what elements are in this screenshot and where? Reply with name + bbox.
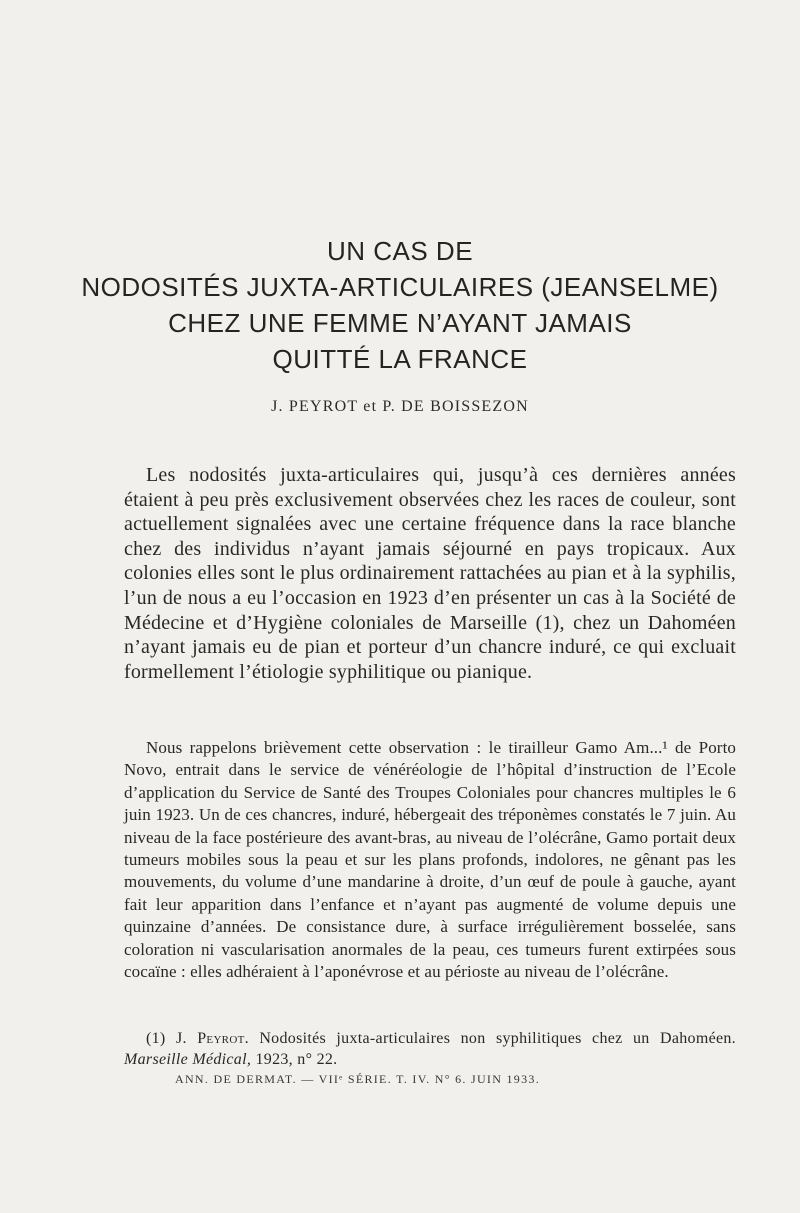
authors: J. PEYROT et P. DE BOISSEZON — [271, 398, 529, 415]
footnote-ref: 1923, n° 22. — [255, 1051, 338, 1068]
footnote-text: Nodosités juxta-articulaires non syphilitiques chez un Dahoméen. — [259, 1030, 736, 1047]
paragraph-observation: Nous rappelons brièvement cette observation : le tirailleur Gamo Am...¹ de Porto Novo, entrait dans le service de vénéréologie de l’hôpital d’instruction de l’Ecole d’application du Service de Santé des Troupes Coloniales pour chancres multiples le 6 juin 1923. Un de ces chancres, induré, hébergeait des tréponèmes constatés le 7 juin. Au niveau de la face postérieure des avant-bras, au niveau de l’olécrâne, Gamo portait deux tumeurs mobiles sous la peau et sur les plans profonds, indolores, ne gênant pas les mouvements, du volume d’une mandarine à droite, d’un œuf de poule à gauche, ayant fait leur apparition dans l’enfance et n’ayant pas augmenté de volume depuis une quinzaine d’années. De consistance dure, à surface irrégulièrement bosselée, sans coloration ni vascularisation anormales de la peau, ces tumeurs furent extirpées sous cocaïne : elles adhéraient à l’aponévrose et au périoste au niveau de l’olécrâne. — [124, 738, 736, 982]
title-line-4: QUITTÉ LA FRANCE — [272, 344, 528, 374]
title-line-1: UN CAS DE — [326, 236, 474, 266]
article-title — [60, 233, 740, 377]
paragraph-intro: Les nodosités juxta-articulaires qui, jusqu’à ces dernières années étaient à peu près exclusivement observées chez les races de couleur, sont actuellement signalées avec une certaine fréquence dans la race blanche chez des individus n’ayant jamais séjourné en pays tropicaux. Aux colonies elles sont le plus ordinairement rattachées au pian et à la syphilis, l’un de nous a eu l’occasion en 1923 d’en présenter un cas à la Société de Médecine et d’Hygiène coloniales de Marseille (1), chez un Dahoméen n’ayant jamais eu de pian et porteur d’un chancre induré, ce qui excluait formellement l’étiologie syphilitique ou pianique. — [124, 464, 736, 683]
footnote-journal: Marseille Médical, — [124, 1051, 252, 1068]
footnote-marker: (1) — [146, 1030, 166, 1047]
footnote — [124, 1028, 736, 1070]
running-footer: ANN. DE DERMAT. — VIIᵉ SÉRIE. T. IV. N° 6. JUIN 1933. — [175, 1072, 540, 1086]
title-line-3: CHEZ UNE FEMME N’AYANT JAMAIS — [168, 308, 632, 338]
footnote-author: J. Peyrot. — [175, 1030, 249, 1047]
title-line-2: NODOSITÉS JUXTA-ARTICULAIRES (JEANSELME) — [81, 272, 719, 302]
